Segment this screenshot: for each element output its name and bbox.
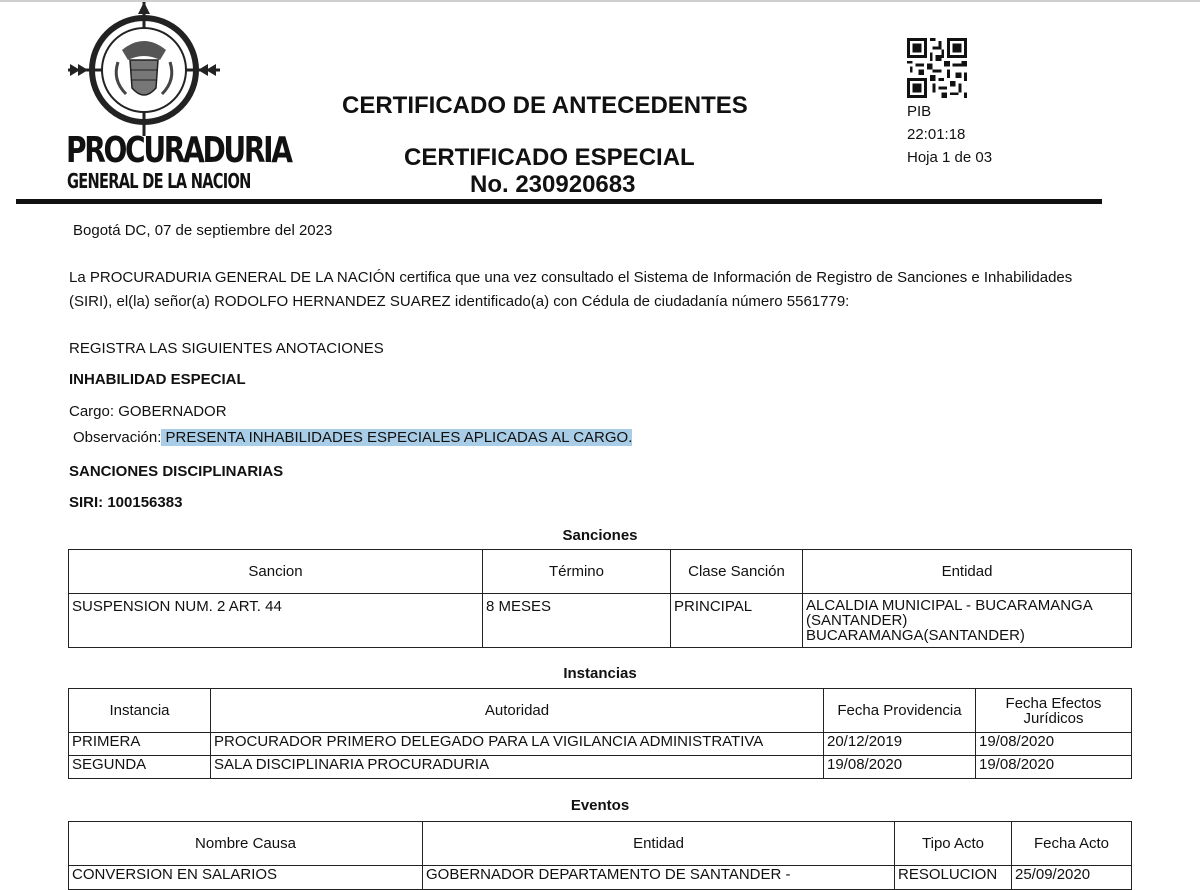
inhabilidad-heading: INHABILIDAD ESPECIAL bbox=[69, 371, 246, 388]
instancias-table bbox=[68, 688, 1132, 779]
cargo-line: Cargo: GOBERNADOR bbox=[69, 403, 227, 420]
table-row bbox=[69, 594, 1132, 648]
sanciones-table bbox=[68, 549, 1132, 648]
eventos-caption: Eventos bbox=[570, 797, 630, 814]
clase-cell: PRINCIPAL bbox=[671, 594, 803, 648]
providencia-cell: 19/08/2020 bbox=[824, 756, 976, 779]
column-header: Instancia bbox=[69, 689, 211, 733]
table-header-row bbox=[69, 550, 1132, 594]
observacion-line bbox=[73, 429, 632, 446]
meta-page: Hoja 1 de 03 bbox=[907, 149, 993, 166]
causa-cell: CONVERSION EN SALARIOS bbox=[69, 866, 423, 890]
observacion-value: PRESENTA INHABILIDADES ESPECIALES APLICADAS AL CARGO. bbox=[161, 429, 633, 446]
logo-title: PROCURADURIA bbox=[66, 130, 291, 171]
entidad-cell: GOBERNADOR DEPARTAMENTO DE SANTANDER - bbox=[423, 866, 895, 890]
paragraph-line-2: (SIRI), el(la) señor(a) RODOLFO HERNANDEZ SUAREZ identificado(a) con Cédula de ciudadanía número 5561779: bbox=[69, 293, 850, 310]
certificate-subtitle: CERTIFICADO ESPECIAL bbox=[404, 144, 695, 171]
entidad-line: BUCARAMANGA(SANTANDER) bbox=[806, 627, 1025, 644]
instancia-cell: PRIMERA bbox=[69, 733, 211, 756]
instancia-cell: SEGUNDA bbox=[69, 756, 211, 779]
qr-code-icon bbox=[907, 38, 967, 98]
column-header-fecha-efectos bbox=[976, 689, 1132, 733]
certificate-title: CERTIFICADO DE ANTECEDENTES bbox=[342, 92, 748, 119]
logo-subtitle: GENERAL DE LA NACION bbox=[67, 169, 251, 193]
meta-time: 22:01:18 bbox=[907, 126, 966, 143]
entidad-cell bbox=[803, 594, 1132, 648]
table-row bbox=[69, 866, 1132, 890]
sanciones-caption: Sanciones bbox=[562, 527, 638, 544]
entidad-line: ALCALDIA MUNICIPAL - BUCARAMANGA bbox=[806, 597, 1093, 614]
efectos-cell: 19/08/2020 bbox=[976, 733, 1132, 756]
column-header: Autoridad bbox=[211, 689, 824, 733]
tipo-acto-cell: RESOLUCION bbox=[895, 866, 1012, 890]
instancias-caption: Instancias bbox=[563, 665, 637, 682]
entidad-line: (SANTANDER) bbox=[806, 612, 908, 629]
sancion-cell: SUSPENSION NUM. 2 ART. 44 bbox=[69, 594, 483, 648]
table-row bbox=[69, 756, 1132, 779]
autoridad-cell: PROCURADOR PRIMERO DELEGADO PARA LA VIGILANCIA ADMINISTRATIVA bbox=[211, 733, 824, 756]
table-row bbox=[69, 733, 1132, 756]
column-header: Entidad bbox=[803, 550, 1132, 594]
autoridad-cell: SALA DISCIPLINARIA PROCURADURIA bbox=[211, 756, 824, 779]
providencia-cell: 20/12/2019 bbox=[824, 733, 976, 756]
header-divider bbox=[16, 199, 1102, 204]
column-header: Término bbox=[483, 550, 671, 594]
procuraduria-logo bbox=[60, 2, 291, 197]
certificate-number: No. 230920683 bbox=[470, 171, 636, 198]
paragraph-line-1: La PROCURADURIA GENERAL DE LA NACIÓN certifica que una vez consultado el Sistema de Información de Registro de Sanciones e Inhabilidades bbox=[69, 269, 1073, 286]
sanciones-heading: SANCIONES DISCIPLINARIAS bbox=[69, 463, 284, 480]
meta-code: PIB bbox=[907, 103, 932, 120]
eventos-table bbox=[68, 821, 1132, 890]
column-header: Entidad bbox=[423, 822, 895, 866]
column-header: Tipo Acto bbox=[895, 822, 1012, 866]
column-header: Nombre Causa bbox=[69, 822, 423, 866]
table-header-row bbox=[69, 689, 1132, 733]
table-header-row bbox=[69, 822, 1132, 866]
registra-heading: REGISTRA LAS SIGUIENTES ANOTACIONES bbox=[69, 340, 384, 357]
document-date: Bogotá DC, 07 de septiembre del 2023 bbox=[73, 222, 333, 239]
column-header: Fecha Acto bbox=[1012, 822, 1132, 866]
column-header: Clase Sanción bbox=[671, 550, 803, 594]
observacion-label: Observación: bbox=[73, 429, 162, 446]
siri-number: SIRI: 100156383 bbox=[69, 494, 183, 511]
column-header: Fecha Providencia bbox=[824, 689, 976, 733]
termino-cell: 8 MESES bbox=[483, 594, 671, 648]
header-line: Fecha Efectos bbox=[1005, 694, 1102, 712]
header-line: Jurídicos bbox=[1023, 709, 1084, 727]
fecha-acto-cell: 25/09/2020 bbox=[1012, 866, 1132, 890]
column-header: Sancion bbox=[69, 550, 483, 594]
efectos-cell: 19/08/2020 bbox=[976, 756, 1132, 779]
seal-emblem-icon bbox=[60, 2, 230, 137]
